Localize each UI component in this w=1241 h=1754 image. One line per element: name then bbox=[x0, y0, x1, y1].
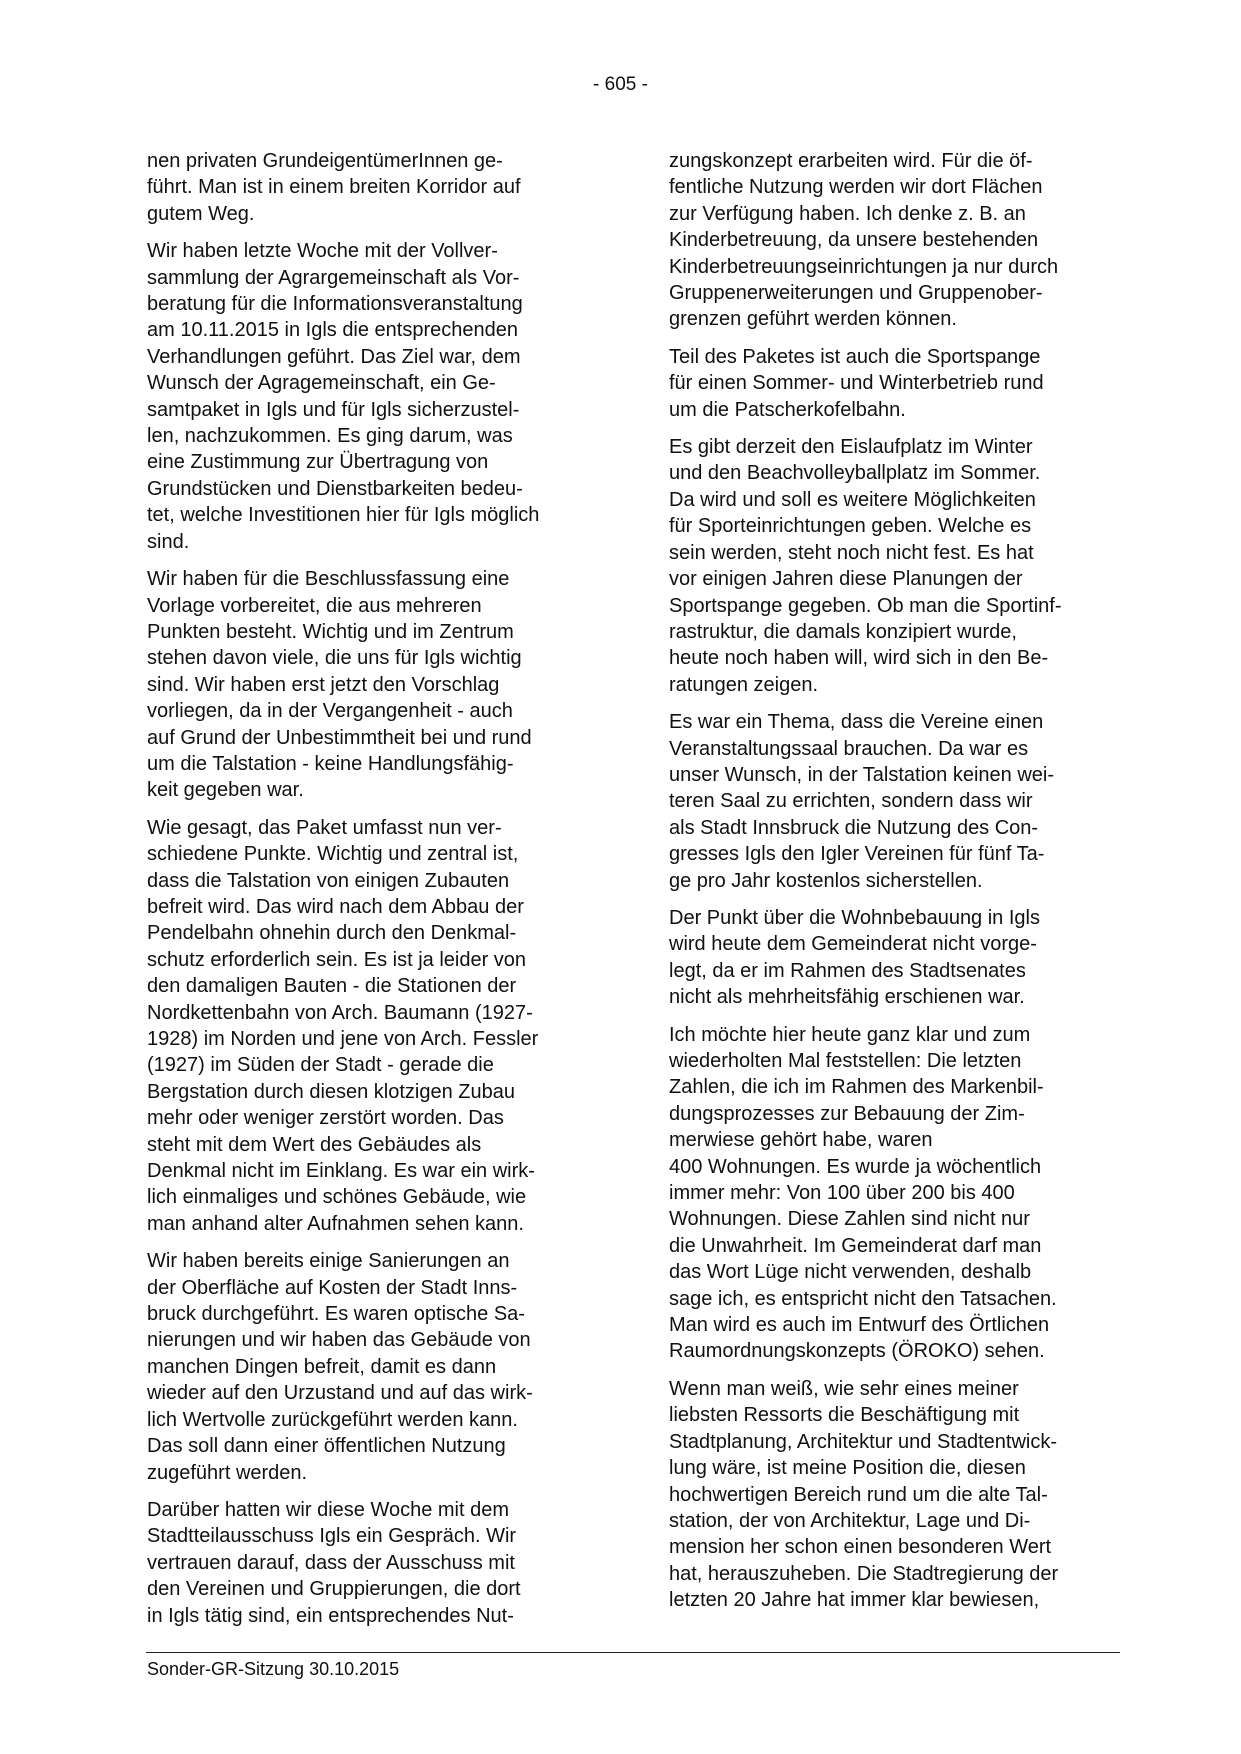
text-line: vertrauen darauf, dass der Ausschuss mit bbox=[147, 1551, 515, 1574]
text-line: ratungen zeigen. bbox=[669, 673, 819, 696]
text-line: lung wäre, ist meine Position die, diesen bbox=[669, 1457, 1026, 1480]
text-line: Teil des Paketes ist auch die Sportspange bbox=[669, 345, 1041, 368]
paragraph bbox=[147, 815, 597, 1238]
text-line: station, der von Architektur, Lage und Di- bbox=[669, 1509, 1031, 1532]
text-line: schiedene Punkte. Wichtig und zentral ist, bbox=[147, 843, 519, 866]
text-line: Es gibt derzeit den Eislaufplatz im Winter bbox=[669, 436, 1033, 459]
text-line: heute noch haben will, wird sich in den Be- bbox=[669, 647, 1049, 670]
text-line: wird heute dem Gemeinderat nicht vorge- bbox=[669, 933, 1037, 956]
text-line: Grundstücken und Dienstbarkeiten bedeu- bbox=[147, 477, 523, 500]
text-line: beratung für die Informationsveranstaltung bbox=[147, 293, 523, 316]
text-line: vorliegen, da in der Vergangenheit - auch bbox=[147, 700, 513, 723]
text-line: Wohnungen. Diese Zahlen sind nicht nur bbox=[669, 1208, 1030, 1231]
paragraph bbox=[669, 148, 1131, 333]
text-line: mehr oder weniger zerstört worden. Das bbox=[147, 1107, 504, 1130]
text-line: in Igls tätig sind, ein entsprechendes Nut- bbox=[147, 1604, 514, 1627]
text-line: gutem Weg. bbox=[147, 202, 255, 225]
text-line: sage ich, es entspricht nicht den Tatsachen. bbox=[669, 1287, 1057, 1310]
text-line: manchen Dingen befreit, damit es dann bbox=[147, 1355, 497, 1378]
text-line: den damaligen Bauten - die Stationen der bbox=[147, 975, 517, 998]
paragraph bbox=[147, 148, 597, 227]
text-line: Verhandlungen geführt. Das Ziel war, dem bbox=[147, 345, 521, 368]
text-line: auf Grund der Unbestimmtheit bei und rund bbox=[147, 726, 532, 749]
text-line: Wunsch der Agragemeinschaft, ein Ge- bbox=[147, 372, 496, 395]
text-line: um die Talstation - keine Handlungsfähig- bbox=[147, 752, 514, 775]
text-line: nicht als mehrheitsfähig erschienen war. bbox=[669, 986, 1025, 1009]
text-line: gresses Igls den Igler Vereinen für fünf Ta- bbox=[669, 843, 1045, 866]
text-line: (1927) im Süden der Stadt - gerade die bbox=[147, 1054, 494, 1077]
text-line: sind. bbox=[147, 530, 190, 553]
text-line: wieder auf den Urzustand und auf das wirk- bbox=[147, 1382, 533, 1405]
text-line: Kinderbetreuung, da unsere bestehenden bbox=[669, 229, 1039, 252]
text-line: eine Zustimmung zur Übertragung von bbox=[147, 451, 489, 474]
text-line: Da wird und soll es weitere Möglichkeiten bbox=[669, 488, 1036, 511]
text-line: zur Verfügung haben. Ich denke z. B. an bbox=[669, 202, 1026, 225]
text-line: ge pro Jahr kostenlos sicherstellen. bbox=[669, 869, 983, 892]
text-line: samtpaket in Igls und für Igls sicherzustel- bbox=[147, 398, 520, 421]
text-line: man anhand alter Aufnahmen sehen kann. bbox=[147, 1212, 524, 1235]
text-line: befreit wird. Das wird nach dem Abbau der bbox=[147, 895, 524, 918]
text-line: und den Beachvolleyballplatz im Sommer. bbox=[669, 462, 1041, 485]
paragraph bbox=[147, 238, 597, 555]
text-line: sind. Wir haben erst jetzt den Vorschlag bbox=[147, 673, 500, 696]
text-line: führt. Man ist in einem breiten Korridor auf bbox=[147, 176, 521, 199]
text-line: hat, herauszuheben. Die Stadtregierung der bbox=[669, 1562, 1059, 1585]
text-line: Der Punkt über die Wohnbebauung in Igls bbox=[669, 906, 1040, 929]
text-line: Wir haben für die Beschlussfassung eine bbox=[147, 568, 510, 591]
text-line: 1928) im Norden und jene von Arch. Fessler bbox=[147, 1028, 539, 1050]
text-line: grenzen geführt werden können. bbox=[669, 308, 957, 331]
text-line: den Vereinen und Gruppierungen, die dort bbox=[147, 1578, 521, 1601]
page-number: - 605 - bbox=[593, 74, 648, 95]
text-line: als Stadt Innsbruck die Nutzung des Con- bbox=[669, 816, 1039, 839]
text-line: Stadtplanung, Architektur und Stadtentwick- bbox=[669, 1430, 1058, 1453]
left-column bbox=[147, 148, 597, 1640]
text-line: vor einigen Jahren diese Planungen der bbox=[669, 568, 1023, 591]
paragraph bbox=[669, 709, 1131, 894]
paragraph bbox=[669, 1376, 1131, 1614]
text-line: Stadtteilausschuss Igls ein Gespräch. Wir bbox=[147, 1525, 517, 1548]
footer-session-label: Sonder-GR-Sitzung 30.10.2015 bbox=[147, 1659, 400, 1679]
text-line: lich einmaliges und schönes Gebäude, wie bbox=[147, 1186, 527, 1209]
text-line: zugeführt werden. bbox=[147, 1461, 308, 1484]
paragraph bbox=[669, 1022, 1131, 1365]
text-line: schutz erforderlich sein. Es ist ja leider von bbox=[147, 948, 527, 971]
text-line: Denkmal nicht im Einklang. Es war ein wirk- bbox=[147, 1160, 535, 1183]
text-line: für einen Sommer- und Winterbetrieb rund bbox=[669, 372, 1044, 395]
text-line: sein werden, steht noch nicht fest. Es hat bbox=[669, 541, 1034, 564]
paragraph bbox=[669, 344, 1131, 423]
text-line: für Sporteinrichtungen geben. Welche es bbox=[669, 515, 1032, 538]
text-line: Pendelbahn ohnehin durch den Denkmal- bbox=[147, 922, 517, 945]
text-line: Vorlage vorbereitet, die aus mehreren bbox=[147, 594, 482, 617]
text-line: Punkten besteht. Wichtig und im Zentrum bbox=[147, 620, 514, 643]
text-line: um die Patscherkofelbahn. bbox=[669, 398, 906, 421]
text-line: immer mehr: Von 100 über 200 bis 400 bbox=[669, 1182, 1015, 1205]
text-line: das Wort Lüge nicht verwenden, deshalb bbox=[669, 1261, 1032, 1284]
text-line: Wir haben bereits einige Sanierungen an bbox=[147, 1250, 510, 1273]
text-line: die Unwahrheit. Im Gemeinderat darf man bbox=[669, 1234, 1042, 1257]
text-line: Sportspange gegeben. Ob man die Sportinf- bbox=[669, 594, 1062, 617]
text-line: legt, da er im Rahmen des Stadtsenates bbox=[669, 959, 1026, 982]
text-line: Wie gesagt, das Paket umfasst nun ver- bbox=[147, 816, 502, 839]
text-line: Veranstaltungssaal brauchen. Da war es bbox=[669, 737, 1029, 760]
text-line: fentliche Nutzung werden wir dort Flächen bbox=[669, 176, 1043, 199]
text-line: len, nachzukommen. Es ging darum, was bbox=[147, 425, 513, 448]
text-line: teren Saal zu errichten, sondern dass wir bbox=[669, 790, 1033, 813]
text-line: Wir haben letzte Woche mit der Vollver- bbox=[147, 240, 498, 263]
text-line: Nordkettenbahn von Arch. Baumann (1927- bbox=[147, 1001, 533, 1024]
text-line: Kinderbetreuungseinrichtungen ja nur durch bbox=[669, 255, 1059, 278]
text-line: Wenn man weiß, wie sehr eines meiner bbox=[669, 1377, 1019, 1400]
text-line: lich Wertvolle zurückgeführt werden kann. bbox=[147, 1408, 518, 1431]
text-line: der Oberfläche auf Kosten der Stadt Inns- bbox=[147, 1276, 518, 1299]
paragraph bbox=[147, 566, 597, 804]
text-line: letzten 20 Jahre hat immer klar bewiesen, bbox=[669, 1589, 1040, 1612]
paragraph bbox=[147, 1497, 597, 1629]
paragraph bbox=[669, 905, 1131, 1011]
text-line: sammlung der Agrargemeinschaft als Vor- bbox=[147, 266, 520, 289]
text-line: Darüber hatten wir diese Woche mit dem bbox=[147, 1498, 510, 1521]
text-line: 400 Wohnungen. Es wurde ja wöchentlich bbox=[669, 1155, 1042, 1178]
text-line: Zahlen, die ich im Rahmen des Markenbil- bbox=[669, 1076, 1044, 1099]
text-line: Ich möchte hier heute ganz klar und zum bbox=[669, 1023, 1031, 1046]
text-line: nierungen und wir haben das Gebäude von bbox=[147, 1329, 531, 1352]
text-line: keit gegeben war. bbox=[147, 779, 304, 802]
text-line: steht mit dem Wert des Gebäudes als bbox=[147, 1133, 482, 1156]
text-line: am 10.11.2015 in Igls die entsprechenden bbox=[147, 319, 519, 342]
text-line: Raumordnungskonzepts (ÖROKO) sehen. bbox=[669, 1340, 1045, 1363]
right-column bbox=[669, 148, 1131, 1625]
text-line: Man wird es auch im Entwurf des Örtlichen bbox=[669, 1314, 1050, 1337]
text-line: Bergstation durch diesen klotzigen Zubau bbox=[147, 1080, 516, 1103]
text-line: Es war ein Thema, dass die Vereine einen bbox=[669, 711, 1044, 734]
text-line: Das soll dann einer öffentlichen Nutzung bbox=[147, 1435, 506, 1458]
text-line: rastruktur, die damals konzipiert wurde, bbox=[669, 620, 1017, 643]
text-line: dungsprozesses zur Bebauung der Zim- bbox=[669, 1102, 1025, 1125]
text-line: nen privaten GrundeigentümerInnen ge- bbox=[147, 150, 503, 172]
paragraph bbox=[669, 434, 1131, 698]
text-line: tet, welche Investitionen hier für Igls möglich bbox=[147, 504, 540, 527]
footer-divider bbox=[146, 1652, 1120, 1653]
text-line: zungskonzept erarbeiten wird. Für die öf- bbox=[669, 150, 1033, 172]
text-line: unser Wunsch, in der Talstation keinen wei- bbox=[669, 763, 1055, 786]
text-line: dass die Talstation von einigen Zubauten bbox=[147, 869, 510, 892]
text-line: mension her schon einen besonderen Wert bbox=[669, 1536, 1052, 1559]
text-line: Gruppenerweiterungen und Gruppenober- bbox=[669, 282, 1043, 305]
text-line: merwiese gehört habe, waren bbox=[669, 1129, 933, 1152]
text-line: bruck durchgeführt. Es waren optische Sa- bbox=[147, 1303, 525, 1326]
text-line: liebsten Ressorts die Beschäftigung mit bbox=[669, 1404, 1020, 1427]
text-line: hochwertigen Bereich rund um die alte Tal- bbox=[669, 1483, 1048, 1506]
paragraph bbox=[147, 1248, 597, 1486]
text-line: stehen davon viele, die uns für Igls wichtig bbox=[147, 647, 522, 670]
text-line: wiederholten Mal feststellen: Die letzten bbox=[669, 1050, 1022, 1072]
